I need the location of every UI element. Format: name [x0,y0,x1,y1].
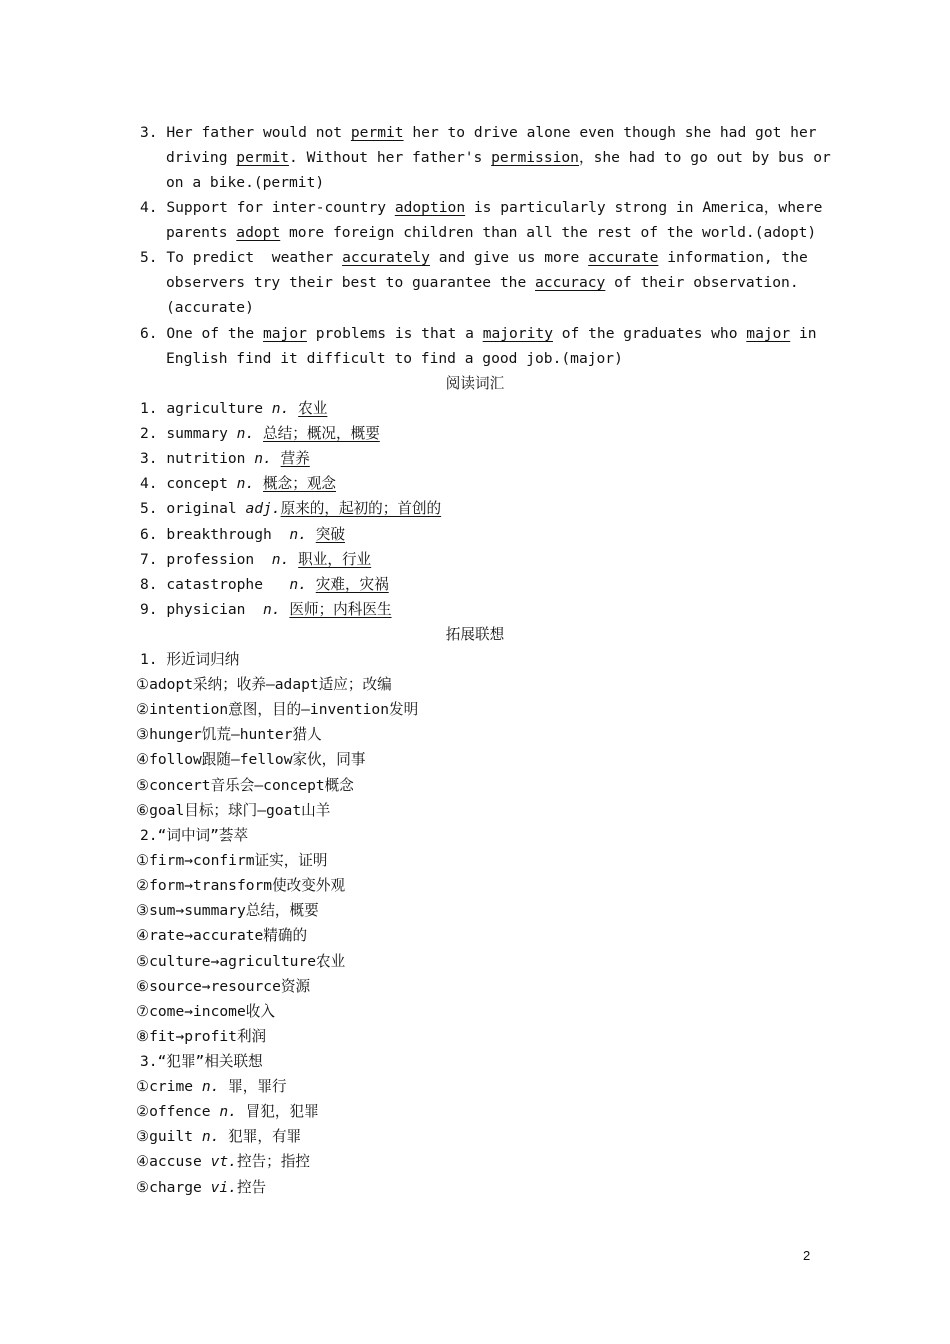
exercise-6-line-2 [166,349,623,369]
part-of-speech: n. [289,526,307,543]
text-segment: 3.“犯罪”相关联想 [140,1053,263,1070]
text-segment: ①adopt采纳；收养—adapt适应；改编 [136,676,392,693]
text-segment [307,576,316,593]
text-segment: of the graduates who [552,325,747,342]
text-segment: ，she had to go out by bus or [578,149,831,166]
answer-blank: 总结；概况，概要 [263,425,380,442]
text-segment: 4. concept [140,475,237,492]
vocab-item [140,575,389,595]
part-of-speech: n. [236,425,255,442]
text-segment: information, the [658,249,808,266]
text-segment: is particularly strong in America，where [465,199,823,216]
text-segment: 1. agriculture [140,400,272,417]
text-segment: 5. original [140,500,246,517]
answer-blank: 农业 [298,400,328,417]
answer-blank: 突破 [315,526,345,543]
list-item [136,1178,266,1198]
text-segment: of their observation. [605,274,799,291]
answer-blank: 职业，行业 [298,551,372,568]
text-segment: 8. catastrophe [140,576,290,593]
answer-blank: majority [482,325,553,342]
list-item [136,776,354,796]
text-segment: ②offence [136,1103,220,1120]
part-of-speech: vi. [210,1179,237,1196]
text-segment: 9. physician [140,601,264,618]
text-segment: ⑥source→resource资源 [136,978,311,995]
list-item [136,801,330,821]
text-segment: 阅读词汇 [445,375,505,392]
text-segment: 2.“词中词”荟萃 [140,827,249,844]
part-of-speech: n. [236,475,255,492]
answer-blank: 概念；观念 [263,475,337,492]
text-segment: on a bike.(permit) [166,174,325,191]
answer-blank: adoption [394,199,466,216]
text-segment: 控告 [236,1179,267,1196]
answer-blank: 医师；内科医生 [289,601,392,618]
text-segment: 1. 形近词归纳 [140,651,240,668]
text-segment: ③guilt [136,1128,202,1145]
list-item [136,750,365,770]
text-segment: 犯罪，有罪 [219,1128,302,1145]
subsection-heading [140,650,239,670]
text-segment: ⑥goal目标；球门—goat山羊 [136,802,331,819]
part-of-speech: adj. [245,500,281,517]
text-segment: 拓展联想 [445,626,505,643]
part-of-speech: n. [263,601,281,618]
text-segment: ④accuse [136,1153,211,1170]
exercise-5-line-1 [140,248,808,268]
list-item [136,725,322,745]
part-of-speech: vt. [210,1153,237,1170]
text-segment: ①crime [136,1078,202,1095]
list-item [136,926,307,946]
part-of-speech: n. [289,576,307,593]
list-item [136,977,310,997]
vocab-item [140,525,345,545]
text-segment: (accurate) [166,299,254,316]
answer-blank: accuracy [535,274,606,291]
answer-blank: major [746,325,791,342]
text-segment: 3. nutrition [140,450,255,467]
text-segment: 4. Support for inter-country [140,199,395,216]
part-of-speech: n. [271,400,290,417]
list-item [136,1127,301,1147]
text-segment [289,400,298,417]
text-segment: ⑧fit→profit利润 [136,1028,267,1045]
part-of-speech: n. [219,1103,237,1120]
text-segment [254,475,263,492]
text-segment: ⑦come→income收入 [136,1003,275,1020]
subsection-heading [140,826,248,846]
text-segment: her to drive alone even though she had got her [403,124,817,141]
answer-blank: accurate [588,249,659,266]
text-segment: ⑤charge [136,1179,211,1196]
text-segment [254,425,263,442]
text-segment: 6. breakthrough [140,526,290,543]
text-segment: ②form→transform使改变外观 [136,877,346,894]
text-segment: more foreign children than all the rest of the world.(adopt) [280,224,817,241]
text-segment: observers try their best to guarantee the [166,274,536,291]
answer-blank: 原来的，起初的；首创的 [280,500,442,517]
list-item [136,675,392,695]
exercise-5-line-2 [166,273,799,293]
answer-blank: 灾难，灾祸 [315,576,389,593]
text-segment: in [790,325,817,342]
text-segment [272,450,281,467]
list-item [136,1027,266,1047]
list-item [136,901,319,921]
section-heading-reading-vocabulary [0,374,950,394]
vocab-item [140,550,371,570]
list-item [136,876,345,896]
text-segment: ⑤culture→agriculture农业 [136,953,346,970]
answer-blank: permit [350,124,404,141]
list-item [136,700,418,720]
part-of-speech: n. [201,1128,220,1145]
text-segment: and give us more [429,249,589,266]
text-segment: problems is that a [306,325,483,342]
vocab-item [140,474,336,494]
text-segment: 冒犯，犯罪 [236,1103,319,1120]
text-segment: ③hunger饥荒—hunter猎人 [136,726,322,743]
exercise-3-line-2 [166,148,831,168]
vocab-item [140,424,380,444]
text-segment: 2. summary [140,425,237,442]
text-segment: . Without her father's [289,149,492,166]
text-segment: ③sum→summary总结，概要 [136,902,319,919]
text-segment: ④rate→accurate精确的 [136,927,308,944]
answer-blank: adopt [236,224,281,241]
text-segment: driving [166,149,237,166]
part-of-speech: n. [201,1078,220,1095]
answer-blank: accurately [342,249,430,266]
exercise-3-line-1 [140,123,817,143]
text-segment: English find it difficult to find a good job.(major) [166,350,623,367]
list-item [136,851,328,871]
text-segment: 5. To predict weather [140,249,343,266]
text-segment: 3. Her father would not [140,124,351,141]
vocab-item [140,449,310,469]
vocab-item [140,499,441,519]
text-segment [307,526,316,543]
text-segment: ⑤concert音乐会—concept概念 [136,777,354,794]
exercise-3-line-3 [166,173,324,193]
list-item [136,952,345,972]
text-segment: 控告；指控 [236,1153,310,1170]
subsection-heading [140,1052,263,1072]
exercise-6-line-1 [140,324,817,344]
page-number: 2 [803,1248,811,1263]
text-segment: parents [166,224,237,241]
list-item [136,1002,275,1022]
text-segment: 罪，罪行 [219,1078,287,1095]
answer-blank: permission [491,149,579,166]
list-item [136,1077,287,1097]
exercise-5-line-3 [166,298,254,318]
exercise-4-line-2 [166,223,816,243]
text-segment: 6. One of the [140,325,264,342]
list-item [136,1152,310,1172]
section-heading-extended-association [0,625,950,645]
exercise-4-line-1 [140,198,822,218]
text-segment: ④follow跟随—fellow家伙，同事 [136,751,366,768]
part-of-speech: n. [254,450,272,467]
text-segment: ①firm→confirm证实，证明 [136,852,328,869]
text-segment [289,551,298,568]
part-of-speech: n. [271,551,290,568]
list-item [136,1102,319,1122]
answer-blank: major [263,325,307,342]
answer-blank: 营养 [280,450,310,467]
vocab-item [140,399,327,419]
vocab-item [140,600,392,620]
text-segment: ②intention意图，目的—invention发明 [136,701,419,718]
answer-blank: permit [236,149,290,166]
text-segment: 7. profession [140,551,272,568]
